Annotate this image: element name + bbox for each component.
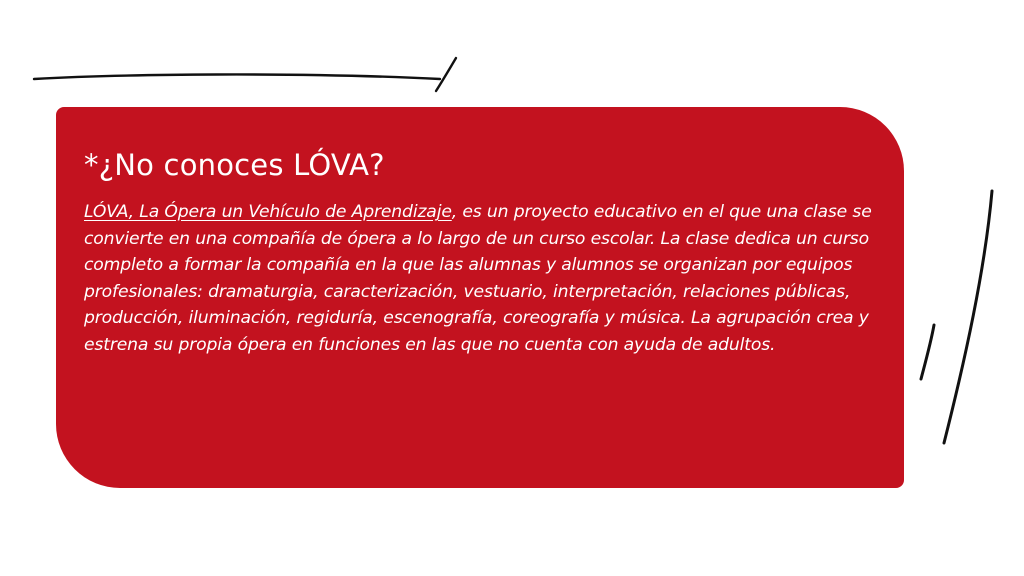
- lova-info-card: [56, 107, 904, 488]
- top-scribble-line: [34, 74, 440, 79]
- right-scribble-short: [921, 325, 934, 379]
- card-title: *¿No conoces LÓVA?: [84, 148, 385, 182]
- card-description: [84, 199, 876, 359]
- lova-link[interactable]: LÓVA, La Ópera un Vehículo de Aprendizaje: [84, 202, 452, 222]
- top-scribble-tick: [436, 58, 456, 91]
- right-scribble-long: [944, 191, 992, 443]
- card-body-text: , es un proyecto educativo en el que una clase se convierte en una compañía de ópera a lo largo de un curso escolar. La clase dedica un curso completo a formar la compañía en la que las alumnas y alumnos se organizan por equipos profesionales: dramaturgia, caracterización, vestuario, interpretación, relaciones públicas, producción, iluminación, regiduría, escenografía, coreografía y música. La agrupación crea y estrena su propia ópera en funciones en las que no cuenta con ayuda de adultos.: [84, 202, 872, 355]
